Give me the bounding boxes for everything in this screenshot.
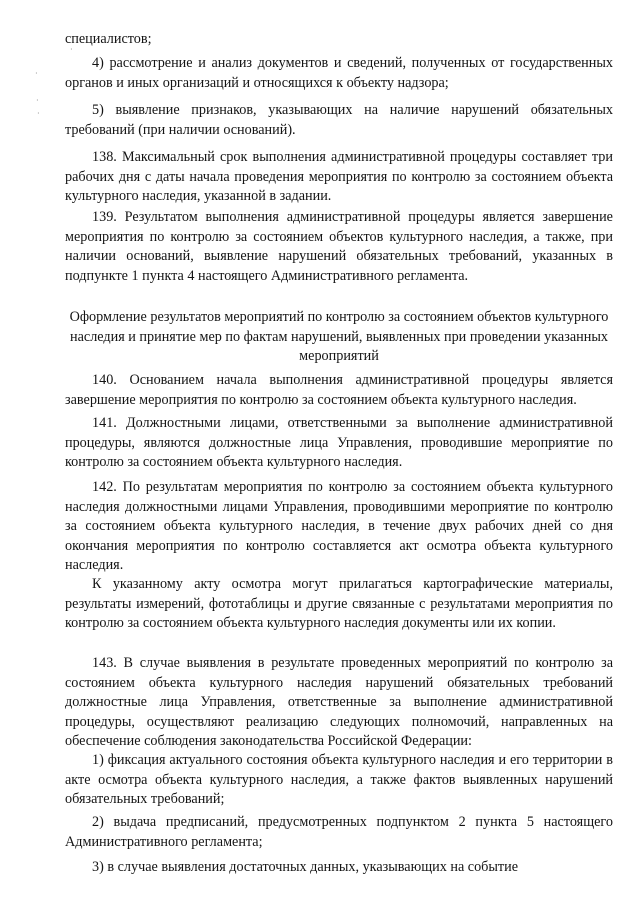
sub-item-3: 3) в случае выявления достаточных данных, указывающих на событие <box>92 859 519 875</box>
paragraph-142: 142. По результатам мероприятия по контролю за состоянием объекта культурного наследия должностными лицами Управления, проводившими мероприятие по контролю за состоянием объекта культурного наследия, в течение двух рабочих дней со дня окончания мероприятия по контролю составляется акт осмотра объекта культурного наследия. <box>65 479 613 574</box>
paragraph-continuation: специалистов; <box>65 31 152 47</box>
section-heading: Оформление результатов мероприятий по контролю за состоянием объектов культурного наследия и принятие мер по фактам нарушений, выявленных при проведении указанных мероприятий <box>69 309 609 365</box>
sub-item-2: 2) выдача предписаний, предусмотренных подпунктом 2 пункта 5 настоящего Административного регламента; <box>65 814 613 850</box>
paragraph-143: 143. В случае выявления в результате проведенных мероприятий по контролю за состоянием объекта культурного наследия нарушений обязательных требований должностные лица Управления, ответственные за выполнение административной процедуры, осуществляют реализацию следующих полномочий, направленных на обеспечение соблюдения законодательства Российской Федерации: <box>65 655 613 750</box>
scan-mark: · <box>35 69 38 78</box>
paragraph-138: 138. Максимальный срок выполнения административной процедуры составляет три рабочих дня с даты начала проведения мероприятия по контролю за состоянием объекта культурного наследия, указанной в задании. <box>65 149 613 205</box>
paragraph-139: 139. Результатом выполнения административной процедуры является завершение мероприятия по контролю за состоянием объектов культурного наследия, а также, при наличии оснований, выявление нарушений обязательных требований, указанных в подпункте 1 пункта 4 настоящего Административного регламента. <box>65 209 613 284</box>
scan-mark: · <box>36 96 39 105</box>
sub-item-1: 1) фиксация актуального состояния объекта культурного наследия и его территории в акте осмотра объекта культурного наследия, а также фактов выявленных нарушений обязательных требований; <box>65 752 613 808</box>
paragraph-141: 141. Должностными лицами, ответственными за выполнение административной процедуры, являются должностные лица Управления, проводившие мероприятие по контролю за состоянием объекта культурного наследия. <box>65 415 613 471</box>
list-item-4: 4) рассмотрение и анализ документов и сведений, полученных от государственных органов и иных организаций и относящихся к объекту надзора; <box>65 55 613 91</box>
scan-mark: · <box>70 45 73 54</box>
scan-mark: · <box>37 109 40 118</box>
paragraph-140: 140. Основанием начала выполнения административной процедуры является завершение мероприятия по контролю за состоянием объекта культурного наследия. <box>65 372 613 408</box>
list-item-5: 5) выявление признаков, указывающих на наличие нарушений обязательных требований (при наличии оснований). <box>65 102 613 138</box>
paragraph-142-attachments: К указанному акту осмотра могут прилагаться картографические материалы, результаты измерений, фототаблицы и другие связанные с результатами мероприятия по контролю за состоянием объекта культурного наследия документы или их копии. <box>65 576 613 632</box>
